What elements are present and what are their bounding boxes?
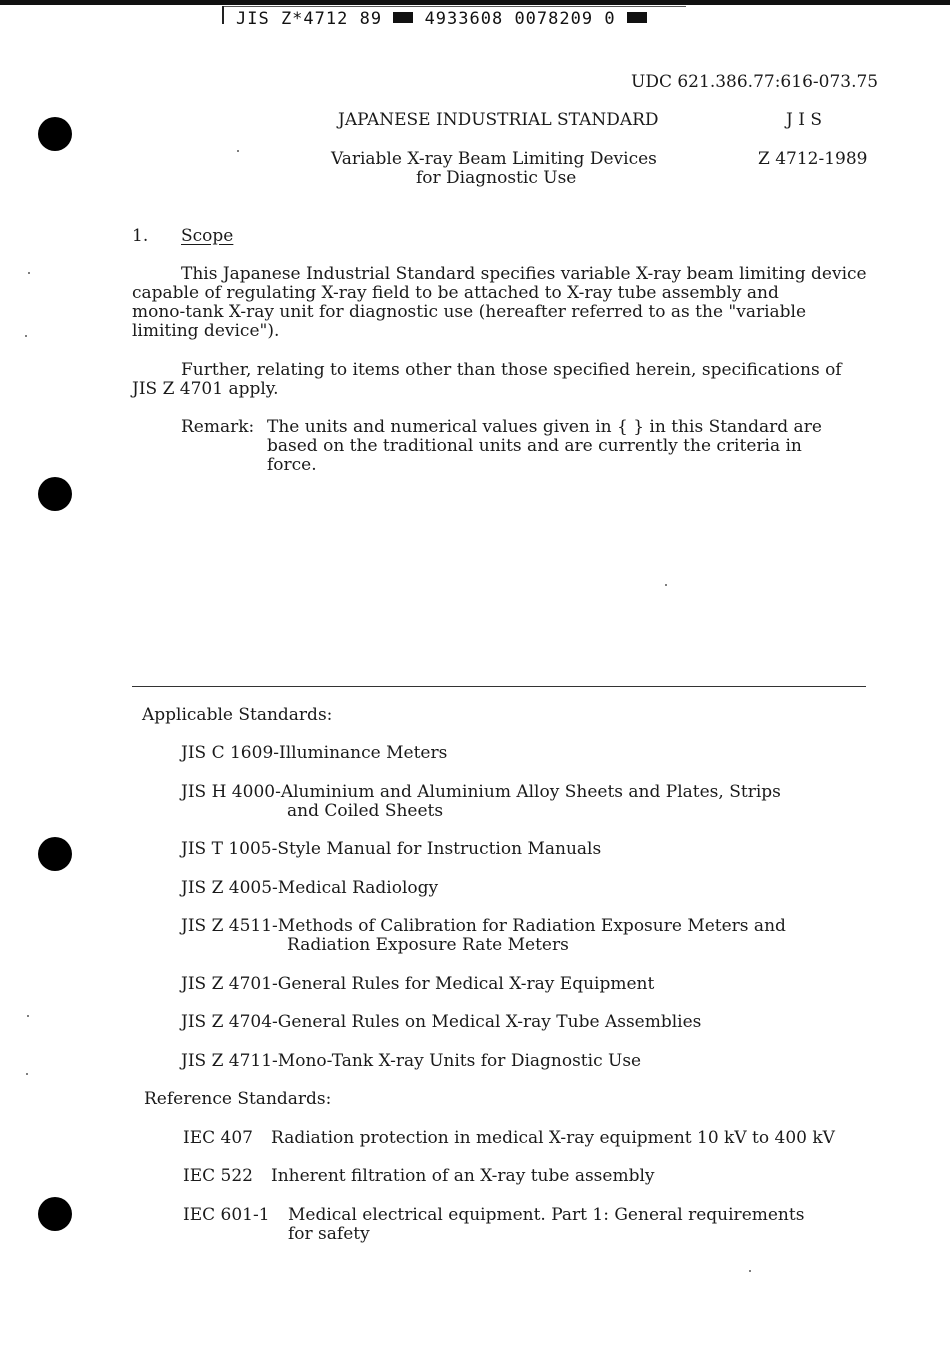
scan-speck bbox=[26, 1073, 28, 1075]
reference-title: Radiation protection in medical X-ray equipment 10 kV to 400 kV bbox=[271, 1128, 835, 1148]
applicable-item: JIS Z 4005-Medical Radiology bbox=[181, 878, 439, 898]
applicable-item-cont: and Coiled Sheets bbox=[287, 801, 444, 821]
header-block-mark-end bbox=[627, 12, 647, 23]
footnote-divider bbox=[132, 686, 866, 687]
remark-line3: force. bbox=[267, 455, 317, 475]
reference-heading: Reference Standards: bbox=[144, 1089, 332, 1109]
remark-line1: The units and numerical values given in { } in this Standard are bbox=[267, 417, 822, 437]
standard-number: Z 4712-1989 bbox=[758, 149, 868, 169]
doc-title-line2: for Diagnostic Use bbox=[416, 168, 577, 188]
punch-hole-4 bbox=[38, 1197, 72, 1231]
reference-code: IEC 522 bbox=[183, 1166, 253, 1186]
header-bracket-top bbox=[222, 6, 686, 7]
applicable-item-cont: Radiation Exposure Rate Meters bbox=[287, 935, 569, 955]
reference-code: IEC 407 bbox=[183, 1128, 253, 1148]
reference-title: Medical electrical equipment. Part 1: General requirements bbox=[288, 1205, 805, 1225]
org-title: JAPANESE INDUSTRIAL STANDARD bbox=[338, 110, 659, 130]
reference-title-cont: for safety bbox=[288, 1224, 370, 1244]
scan-speck bbox=[28, 272, 30, 274]
header-code-line bbox=[236, 9, 647, 29]
scope-para1-line3: mono-tank X-ray unit for diagnostic use (hereafter referred to as the "variable bbox=[132, 302, 807, 322]
header-code-prefix: JIS Z*4712 89 bbox=[236, 9, 383, 29]
scan-speck bbox=[237, 150, 239, 152]
doc-title-line1: Variable X-ray Beam Limiting Devices bbox=[331, 149, 657, 169]
applicable-item: JIS Z 4511-Methods of Calibration for Radiation Exposure Meters and bbox=[181, 916, 786, 936]
scope-para1-line2: capable of regulating X-ray field to be attached to X-ray tube assembly and bbox=[132, 283, 779, 303]
scan-top-edge bbox=[0, 0, 950, 5]
jis-label: J I S bbox=[786, 110, 822, 130]
applicable-item: JIS Z 4711-Mono-Tank X-ray Units for Diagnostic Use bbox=[181, 1051, 642, 1071]
applicable-item: JIS Z 4704-General Rules on Medical X-ray Tube Assemblies bbox=[181, 1012, 702, 1032]
udc-code: UDC 621.386.77:616-073.75 bbox=[631, 72, 879, 92]
scan-speck bbox=[27, 1015, 29, 1017]
applicable-heading: Applicable Standards: bbox=[142, 705, 333, 725]
applicable-item: JIS T 1005-Style Manual for Instruction Manuals bbox=[181, 839, 602, 859]
header-code-mid: 4933608 0078209 0 bbox=[424, 9, 616, 29]
scope-para2-line1: Further, relating to items other than those specified herein, specifications of bbox=[181, 360, 842, 380]
punch-hole-1 bbox=[38, 117, 72, 151]
header-block-mark bbox=[393, 12, 413, 23]
punch-hole-2 bbox=[38, 477, 72, 511]
scan-speck bbox=[665, 584, 667, 586]
applicable-item: JIS Z 4701-General Rules for Medical X-ray Equipment bbox=[181, 974, 655, 994]
scope-para1-line1: This Japanese Industrial Standard specifies variable X-ray beam limiting device bbox=[181, 264, 867, 284]
applicable-item: JIS H 4000-Aluminium and Aluminium Alloy Sheets and Plates, Strips bbox=[181, 782, 781, 802]
scope-para2-line2: JIS Z 4701 apply. bbox=[132, 379, 279, 399]
reference-code: IEC 601-1 bbox=[183, 1205, 270, 1225]
applicable-item: JIS C 1609-Illuminance Meters bbox=[181, 743, 448, 763]
scope-para1-line4: limiting device"). bbox=[132, 321, 280, 341]
reference-title: Inherent filtration of an X-ray tube assembly bbox=[271, 1166, 655, 1186]
header-bracket bbox=[222, 6, 224, 24]
remark-label: Remark: bbox=[181, 417, 255, 437]
remark-line2: based on the traditional units and are currently the criteria in bbox=[267, 436, 802, 456]
section-heading: Scope bbox=[181, 226, 234, 246]
section-number: 1. bbox=[132, 226, 149, 246]
scan-speck bbox=[749, 1270, 751, 1272]
scan-speck bbox=[25, 335, 27, 337]
punch-hole-3 bbox=[38, 837, 72, 871]
